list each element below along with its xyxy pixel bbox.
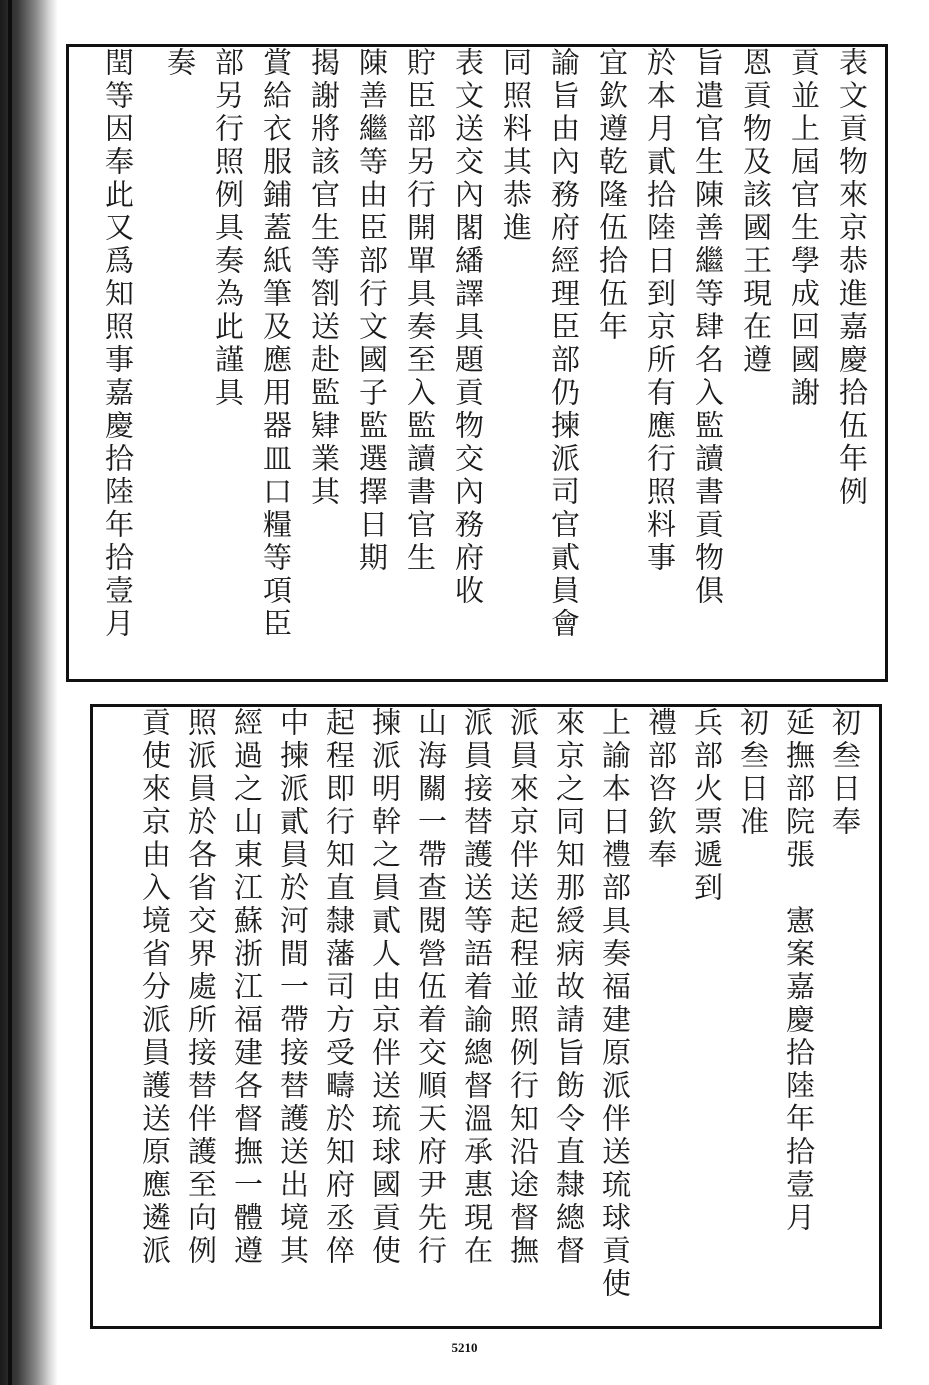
text-column: 揀派明幹之員貳人由京伴送琉球國貢使 xyxy=(368,707,402,1268)
text-column: 陳善繼等由臣部行文國子監選擇日期 xyxy=(355,47,389,575)
text-column: 起程即行知直隸藩司方受疇於知府丞倅 xyxy=(322,707,356,1268)
text-column: 中揀派貳員於河間一帶接替護送出境其 xyxy=(276,707,310,1268)
text-column: 經過之山東江蘇浙江福建各督撫一體遵 xyxy=(230,707,264,1268)
text-column: 貢並上屆官生學成回國謝 xyxy=(787,47,821,410)
text-column: 照派員於各省交界處所接替伴護至向例 xyxy=(184,707,218,1268)
book-spine-edge xyxy=(8,0,12,1385)
text-column: 兵部火票遞到 xyxy=(690,707,724,905)
page-number: 5210 xyxy=(451,1340,478,1355)
text-column: 初叁日奉 xyxy=(828,707,862,839)
text-column: 山海關一帶查閱營伍着交順天府尹先行 xyxy=(414,707,448,1268)
text-column: 表文貢物來京恭進嘉慶拾伍年例 xyxy=(835,47,869,509)
text-column: 旨遣官生陳善繼等肆名入監讀書貢物俱 xyxy=(691,47,725,608)
text-column: 表文送交內閣繙譯具題貢物交內務府收 xyxy=(451,47,485,608)
text-column: 於本月貳拾陸日到京所有應行照料事 xyxy=(643,47,677,575)
text-column: 來京之同知那綬病故請旨飭令直隸總督 xyxy=(552,707,586,1268)
text-column: 部另行照例具奏為此謹具 xyxy=(211,47,245,410)
text-column: 派員來京伴送起程並照例行知沿途督撫 xyxy=(506,707,540,1268)
text-column: 上諭本日禮部具奏福建原派伴送琉球貢使 xyxy=(598,707,632,1301)
text-column: 貯臣部另行開單具奏至入監讀書官生 xyxy=(403,47,437,575)
text-column: 同照料其恭進 xyxy=(499,47,533,245)
text-column: 派員接替護送等語着諭總督溫承惠現在 xyxy=(460,707,494,1268)
text-column: 奏 xyxy=(163,47,197,80)
text-column: 禮部咨欽奉 xyxy=(644,707,678,872)
text-column: 貢使來京由入境省分派員護送原應遴派 xyxy=(138,707,172,1268)
text-column: 初叁日准 xyxy=(736,707,770,839)
text-column: 宜欽遵乾隆伍拾伍年 xyxy=(595,47,629,344)
upper-manuscript-panel xyxy=(66,44,888,682)
lower-manuscript-panel xyxy=(90,704,882,1329)
text-column: 揭謝將該官生等劄送赴監肄業其 xyxy=(307,47,341,509)
text-column: 延撫部院張 憲案嘉慶拾陸年拾壹月 xyxy=(782,707,816,1235)
text-column: 諭旨由內務府經理臣部仍揀派司官貳員會 xyxy=(547,47,581,641)
text-column: 賞給衣服鋪蓋紙筆及應用器皿口糧等項臣 xyxy=(259,47,293,641)
text-column: 恩貢物及該國王現在遵 xyxy=(739,47,773,377)
text-column: 閏等因奉此又爲知照事嘉慶拾陸年拾壹月 xyxy=(101,47,135,641)
